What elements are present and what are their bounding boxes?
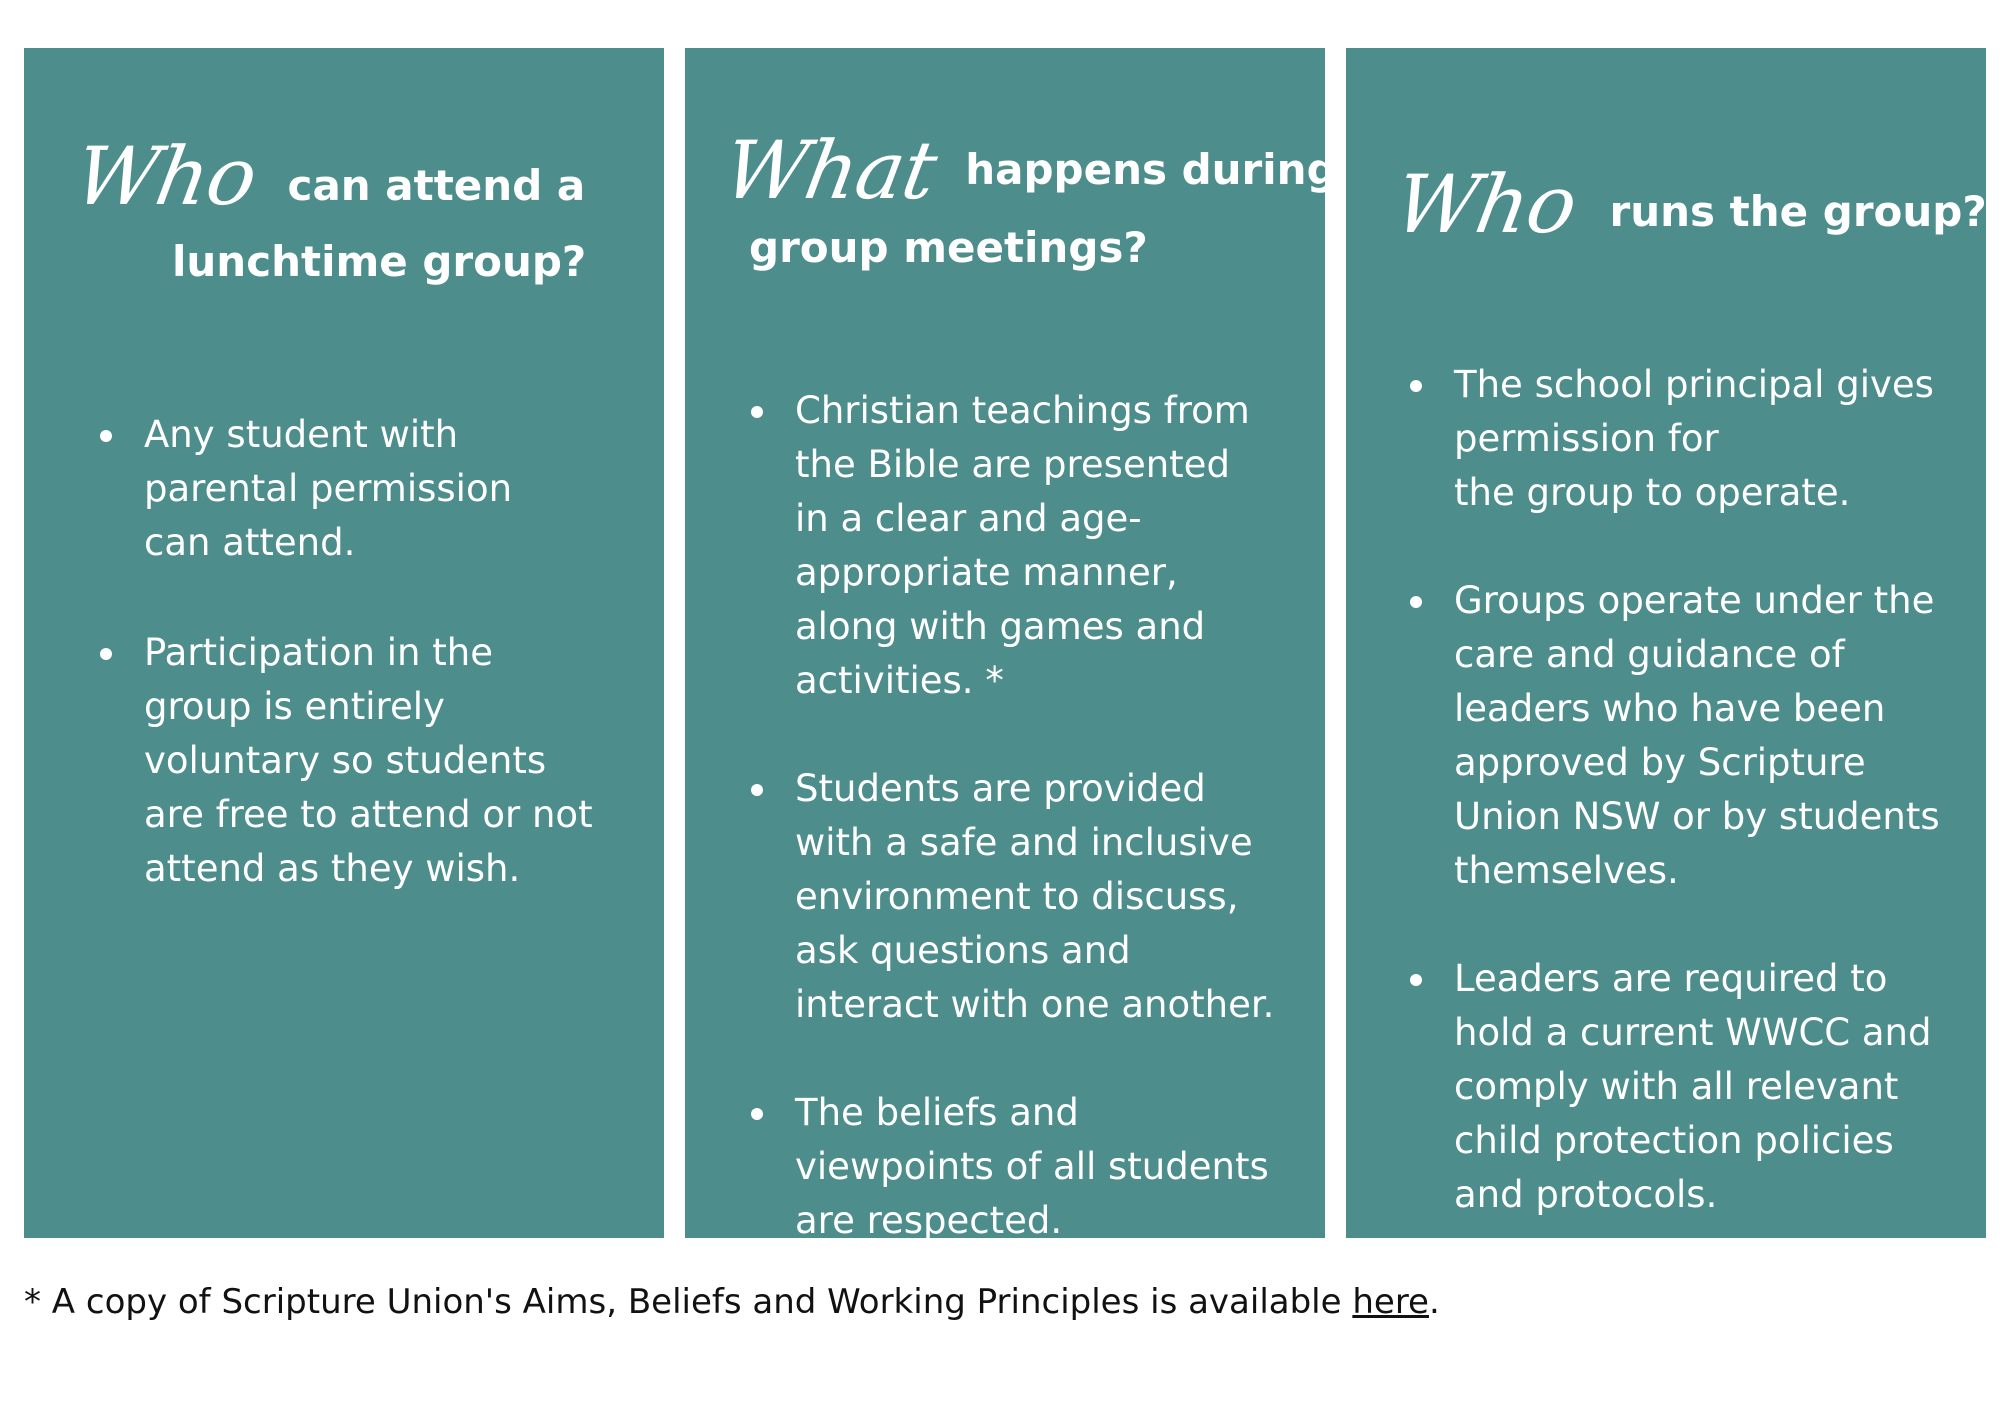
bullet-text: Leaders are required to hold a current WWCC and comply with all relevant child protection policies and protocols. [1454, 957, 1932, 1216]
footnote-end: . [1428, 1282, 1440, 1322]
bullet-text: The school principal gives permission for the group to operate. [1454, 363, 1934, 514]
heading-text-line2: lunchtime group? [172, 237, 587, 286]
bullet-list [735, 384, 1315, 1248]
bullet-item [735, 762, 1315, 1032]
heading-text: can attend a [287, 161, 586, 210]
bullet-dot-icon [100, 648, 112, 660]
bullet-dot-icon [1410, 596, 1422, 608]
bullet-item [84, 626, 644, 896]
panel-who-runs [1346, 48, 1986, 1238]
bullet-dot-icon [751, 1108, 763, 1120]
heading-text: happens during [965, 145, 1337, 194]
bullet-item [1394, 952, 1974, 1222]
heading-script-word: Who [1387, 158, 1584, 251]
bullet-text: Students are provided with a safe and inclusive environment to discuss, ask questions and interact with one another. [795, 767, 1275, 1026]
bullet-item [1394, 574, 1974, 898]
panel-heading [67, 130, 587, 299]
bullet-dot-icon [100, 430, 112, 442]
bullet-dot-icon [751, 406, 763, 418]
footnote-here-link[interactable]: here [1352, 1282, 1429, 1322]
footnote [24, 1282, 1440, 1322]
bullet-item [84, 408, 644, 570]
heading-text-line2: group meetings? [749, 223, 1148, 272]
bullet-text: Participation in the group is entirely voluntary so students are free to attend or not attend as they wish. [144, 631, 593, 890]
bullet-item [735, 1086, 1315, 1248]
heading-text: runs the group? [1609, 187, 1987, 236]
heading-script-word: Who [67, 130, 264, 223]
bullet-item [735, 384, 1315, 708]
panel-heading [716, 124, 1337, 285]
bullet-list [84, 408, 644, 896]
footnote-text: * A copy of Scripture Union's Aims, Beliefs and Working Principles is available [24, 1282, 1353, 1322]
bullet-dot-icon [1410, 974, 1422, 986]
bullet-dot-icon [1410, 380, 1422, 392]
bullet-text: Groups operate under the care and guidance of leaders who have been approved by Scripture Union NSW or by students themselves. [1454, 579, 1940, 892]
panel-heading [1387, 158, 1987, 255]
panel-what-happens [685, 48, 1337, 1242]
bullet-list [1394, 358, 1974, 1222]
bullet-text: Christian teachings from the Bible are presented in a clear and age- appropriate manner, along with games and activities. * [795, 389, 1250, 702]
heading-script-word: What [716, 124, 943, 217]
panel-who-can-attend [24, 48, 664, 1238]
bullet-text: The beliefs and viewpoints of all students are respected. [795, 1091, 1269, 1242]
bullet-text: Any student with parental permission can attend. [144, 413, 513, 564]
bullet-item [1394, 358, 1974, 520]
bullet-dot-icon [751, 784, 763, 796]
